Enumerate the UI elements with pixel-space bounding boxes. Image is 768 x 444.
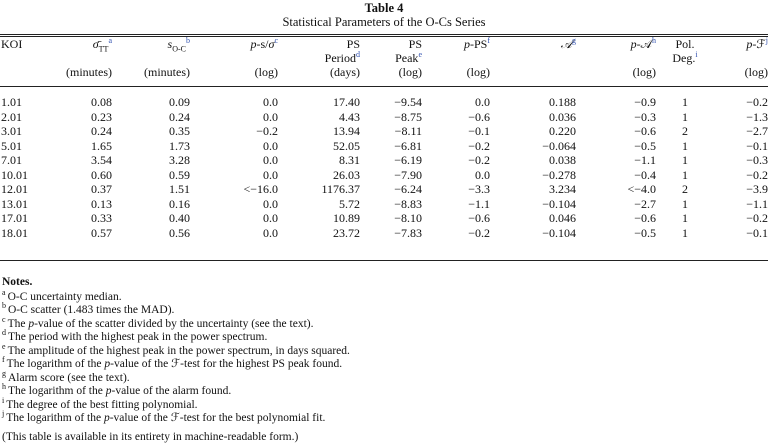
table-row <box>0 182 768 197</box>
table-cell: 0.56 <box>112 226 190 241</box>
table-cell: 0.40 <box>112 211 190 226</box>
table-cell: 13.94 <box>278 124 360 139</box>
table-cell: 0.0 <box>422 168 490 183</box>
table-cell: 0.038 <box>490 153 576 168</box>
unit-p-f: (log) <box>714 65 768 91</box>
table-cell: 2 <box>656 182 714 197</box>
table-cell: 0.24 <box>112 110 190 125</box>
table-cell: 0.0 <box>422 95 490 110</box>
unit-sigma-tt: (minutes) <box>56 65 112 91</box>
note-text: O-C scatter (1.483 times the MAD). <box>8 304 174 316</box>
table-cell: <−4.0 <box>576 182 656 197</box>
note-text-em: p <box>106 385 112 397</box>
header-koi: KOI <box>0 37 56 65</box>
table-cell: −7.83 <box>360 226 422 241</box>
table-cell: −8.83 <box>360 197 422 212</box>
table-cell: −0.278 <box>490 168 576 183</box>
table-row <box>0 211 768 226</box>
table-cell: 0.37 <box>56 182 112 197</box>
note-item <box>2 304 762 318</box>
table-cell: −3.9 <box>714 182 768 197</box>
table-cell: −0.2 <box>714 95 768 110</box>
note-text: The period with the highest peak in the power spectrum. <box>8 331 267 343</box>
table-notes <box>2 276 762 444</box>
note-item <box>2 372 762 386</box>
note-item <box>2 331 762 345</box>
table-cell: 0.23 <box>56 110 112 125</box>
table-cell: −1.3 <box>714 110 768 125</box>
table-cell: 0.59 <box>112 168 190 183</box>
table-cell: 13.01 <box>0 197 56 212</box>
table-cell: 1 <box>656 211 714 226</box>
header-s-oc: $s_{O-C}^b$ <box>112 37 190 65</box>
note-marker: h <box>2 382 6 391</box>
table-cell: −0.104 <box>490 226 576 241</box>
table-cell: −1.1 <box>576 153 656 168</box>
header-pol-deg: Pol. Deg.$^i$ <box>656 37 714 65</box>
table-cell: 0.046 <box>490 211 576 226</box>
table-cell: −0.6 <box>576 211 656 226</box>
table-cell: 1.01 <box>0 95 56 110</box>
table-cell: 0.0 <box>190 110 278 125</box>
availability-note: (This table is available in its entirety in machine-readable form.) <box>2 431 762 444</box>
table-cell: 0.0 <box>190 95 278 110</box>
table-cell: −0.6 <box>576 124 656 139</box>
note-marker: b <box>2 301 6 310</box>
note-text-pre: The <box>8 318 29 330</box>
note-marker: f <box>2 355 5 364</box>
table-cell: −6.81 <box>360 139 422 154</box>
table-cell: −0.1 <box>714 139 768 154</box>
header-p-ps: p-PS$^f$ <box>422 37 490 65</box>
table-cell: <−16.0 <box>190 182 278 197</box>
table-cell: −6.24 <box>360 182 422 197</box>
note-item <box>2 412 762 426</box>
note-text: O-C uncertainty median. <box>8 291 122 303</box>
table-cell: −1.1 <box>714 197 768 212</box>
table-cell: 5.01 <box>0 139 56 154</box>
note-text-pre: The logarithm of the <box>8 385 106 397</box>
note-item <box>2 385 762 399</box>
table-row <box>0 197 768 212</box>
note-text-post: -value of the ℱ-test for the best polynomial fit. <box>110 412 326 424</box>
table-cell: 0.220 <box>490 124 576 139</box>
note-item <box>2 318 762 332</box>
table-cell: 0.0 <box>190 211 278 226</box>
table-cell: 12.01 <box>0 182 56 197</box>
table-cell: 1 <box>656 95 714 110</box>
unit-p-s-sigma: (log) <box>190 65 278 91</box>
table-cell: 17.40 <box>278 95 360 110</box>
table-cell: −0.2 <box>714 168 768 183</box>
note-marker: a <box>2 288 6 297</box>
table-row <box>0 226 768 241</box>
table-cell: 1 <box>656 153 714 168</box>
header-alarm: 𝒜$^g$ <box>490 37 576 65</box>
table-cell: −0.4 <box>576 168 656 183</box>
note-marker: g <box>2 369 6 378</box>
header-ps-period: PS Period$^d$ <box>278 37 360 65</box>
table-cell: 1.51 <box>112 182 190 197</box>
table-cell: 0.0 <box>190 139 278 154</box>
unit-p-ps: (log) <box>422 65 490 91</box>
note-text: Alarm score (see the text). <box>8 372 130 384</box>
table-body <box>0 95 768 240</box>
table-cell: −0.3 <box>576 110 656 125</box>
table-cell: 1 <box>656 226 714 241</box>
table-cell: 18.01 <box>0 226 56 241</box>
table-number: Table 4 <box>0 1 768 15</box>
table-cell: 10.01 <box>0 168 56 183</box>
notes-title: Notes. <box>2 276 762 290</box>
table-cell: 23.72 <box>278 226 360 241</box>
table-cell: −0.3 <box>714 153 768 168</box>
table-cell: −0.6 <box>422 211 490 226</box>
table-cell: 1.73 <box>112 139 190 154</box>
header-row-1 <box>0 37 768 65</box>
table-cell: −7.90 <box>360 168 422 183</box>
statistics-table <box>0 37 768 240</box>
table-cell: 1 <box>656 110 714 125</box>
table-cell: −9.54 <box>360 95 422 110</box>
table-cell: −8.75 <box>360 110 422 125</box>
table-cell: −8.10 <box>360 211 422 226</box>
unit-ps-peak: (log) <box>360 65 422 91</box>
table-cell: 0.0 <box>190 226 278 241</box>
note-marker: e <box>2 342 6 351</box>
table-cell: −0.2 <box>422 139 490 154</box>
table-cell: 3.234 <box>490 182 576 197</box>
table-cell: 0.57 <box>56 226 112 241</box>
table-cell: 1176.37 <box>278 182 360 197</box>
table-cell: −0.064 <box>490 139 576 154</box>
unit-p-alarm: (log) <box>576 65 656 91</box>
table-cell: −0.2 <box>190 124 278 139</box>
table-cell: 52.05 <box>278 139 360 154</box>
note-marker: j <box>2 409 4 418</box>
top-rule <box>0 34 768 35</box>
note-text: The degree of the best fitting polynomial. <box>6 399 197 411</box>
table-row <box>0 139 768 154</box>
table-cell: 1 <box>656 197 714 212</box>
table-cell: 8.31 <box>278 153 360 168</box>
table-cell: 7.01 <box>0 153 56 168</box>
note-text-em: p <box>104 412 110 424</box>
unit-ps-period: (days) <box>278 65 360 91</box>
table-cell: −0.9 <box>576 95 656 110</box>
table-cell: −0.5 <box>576 139 656 154</box>
note-marker: d <box>2 328 6 337</box>
table-cell: 0.08 <box>56 95 112 110</box>
table-cell: −6.19 <box>360 153 422 168</box>
table-cell: 0.13 <box>56 197 112 212</box>
note-text-post: -value of the alarm found. <box>111 385 231 397</box>
table-cell: 17.01 <box>0 211 56 226</box>
unit-s-oc: (minutes) <box>112 65 190 91</box>
table-cell: −0.6 <box>422 110 490 125</box>
table-cell: −0.1 <box>422 124 490 139</box>
table-cell: 0.188 <box>490 95 576 110</box>
note-item <box>2 345 762 359</box>
table-cell: 0.33 <box>56 211 112 226</box>
note-text-em: p <box>28 318 34 330</box>
note-item <box>2 358 762 372</box>
note-item <box>2 399 762 413</box>
table-cell: 1 <box>656 168 714 183</box>
table-cell: −1.1 <box>422 197 490 212</box>
table-cell: 3.28 <box>112 153 190 168</box>
table-cell: −0.2 <box>422 153 490 168</box>
table-row <box>0 95 768 110</box>
table-cell: 2.01 <box>0 110 56 125</box>
note-text-post: -value of the ℱ-test for the highest PS peak found. <box>110 358 342 370</box>
table-cell: 0.09 <box>112 95 190 110</box>
table-row <box>0 124 768 139</box>
table-caption <box>0 1 768 29</box>
table-row <box>0 168 768 183</box>
table-cell: −0.1 <box>714 226 768 241</box>
header-units-row <box>0 65 768 91</box>
bottom-rule <box>0 260 768 261</box>
table-row <box>0 153 768 168</box>
header-p-f: p-ℱ$^j$ <box>714 37 768 65</box>
table-cell: −0.2 <box>422 226 490 241</box>
notes-list <box>2 291 762 426</box>
table-cell: 0.16 <box>112 197 190 212</box>
header-p-s-sigma: p-s/σ$^c$ <box>190 37 278 65</box>
table-cell: 5.72 <box>278 197 360 212</box>
table-cell: 0.60 <box>56 168 112 183</box>
table-cell: 3.54 <box>56 153 112 168</box>
table-cell: 1.65 <box>56 139 112 154</box>
table-cell: −8.11 <box>360 124 422 139</box>
header-sigma-tt: $\sigmā_{TT}^a$ <box>56 37 112 65</box>
table-cell: −0.5 <box>576 226 656 241</box>
note-text-pre: The logarithm of the <box>7 358 105 370</box>
table-cell: 0.0 <box>190 168 278 183</box>
table-cell: 0.24 <box>56 124 112 139</box>
header-p-alarm: p-𝒜$^h$ <box>576 37 656 65</box>
table-cell: −0.2 <box>714 211 768 226</box>
table-title: Statistical Parameters of the O-Cs Series <box>0 15 768 29</box>
note-item <box>2 291 762 305</box>
table-cell: 0.0 <box>190 197 278 212</box>
note-marker: i <box>2 396 4 405</box>
table-cell: 2 <box>656 124 714 139</box>
note-marker: c <box>2 315 6 324</box>
table-cell: −3.3 <box>422 182 490 197</box>
note-text-pre: The logarithm of the <box>6 412 104 424</box>
note-text-post: -value of the scatter divided by the uncertainty (see the text). <box>34 318 313 330</box>
table-cell: 0.036 <box>490 110 576 125</box>
table-cell: 3.01 <box>0 124 56 139</box>
table-cell: 1 <box>656 139 714 154</box>
header-ps-peak: PS Peak$^e$ <box>360 37 422 65</box>
table-cell: 4.43 <box>278 110 360 125</box>
table-cell: −2.7 <box>714 124 768 139</box>
table-cell: −2.7 <box>576 197 656 212</box>
note-text: The amplitude of the highest peak in the power spectrum, in days squared. <box>8 345 350 357</box>
table-cell: 0.35 <box>112 124 190 139</box>
note-text-em: p <box>104 358 110 370</box>
table-cell: −0.104 <box>490 197 576 212</box>
table-cell: 26.03 <box>278 168 360 183</box>
table-cell: 0.0 <box>190 153 278 168</box>
table-row <box>0 110 768 125</box>
table-cell: 10.89 <box>278 211 360 226</box>
